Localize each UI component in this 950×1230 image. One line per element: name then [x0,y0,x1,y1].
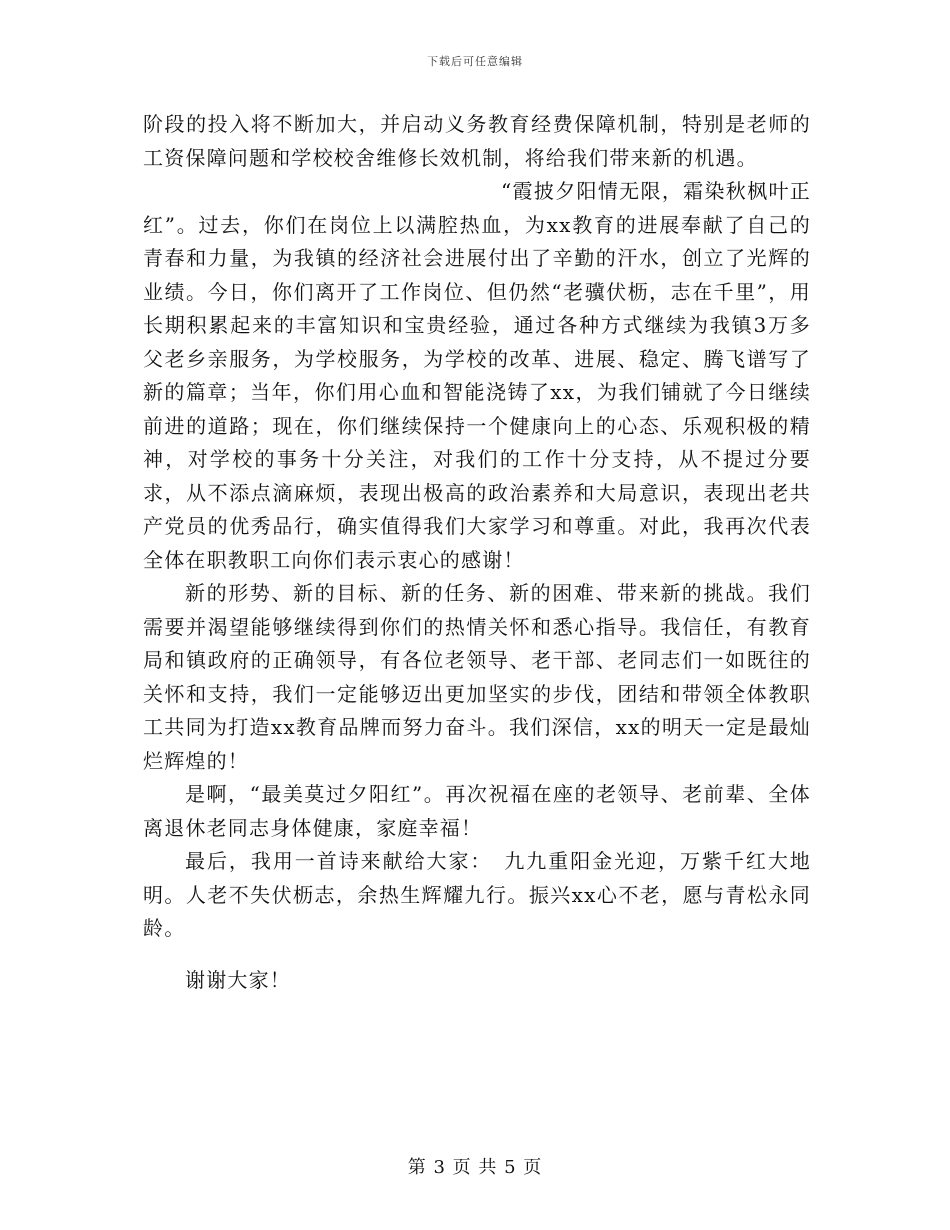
document-body [143,108,811,997]
page-number-footer: 第 3 页 共 5 页 [407,1157,543,1178]
page-header-note: 下载后可任意编辑 [427,55,523,68]
paragraph-poem: 最后，我用一首诗来献给大家： 九九重阳金光迎，万紫千红大地明。人老不失伏枥志，余热生辉耀九行。振兴xx心不老，愿与青松永同龄。 [143,849,811,940]
paragraph-blessing: 是啊，“最美莫过夕阳红”。再次祝福在座的老领导、老前辈、全体离退休老同志身体健康，家庭幸福！ [143,782,811,840]
paragraph-tribute: “霞披夕阳情无限，霜染秋枫叶正红”。过去，你们在岗位上以满腔热血，为xx教育的进展奉献了自己的青春和力量，为我镇的经济社会进展付出了辛勤的汗水，创立了光辉的业绩。今日，你们离开了工作岗位、但仍然“老骥伏枥，志在千里”，用长期积累起来的丰富知识和宝贵经验，通过各种方式继续为我镇3万多父老乡亲服务，为学校服务，为学校的改革、进展、稳定、腾飞谱写了新的篇章；当年，你们用心血和智能浇铸了xx，为我们铺就了今日继续前进的道路；现在，你们继续保持一个健康向上的心态、乐观积极的精神，对学校的事务十分关注，对我们的工作十分支持，从不提过分要求，从不添点滴麻烦，表现出极高的政治素养和大局意识，表现出老共产党员的优秀品行，确实值得我们大家学习和尊重。对此，我再次代表全体在职教职工向你们表示衷心的感谢！ [143,179,811,572]
paragraph-continuation: 阶段的投入将不断加大，并启动义务教育经费保障机制，特别是老师的工资保障问题和学校校舍维修长效机制，将给我们带来新的机遇。 [143,112,811,170]
paragraph-new-challenges: 新的形势、新的目标、新的任务、新的困难、带来新的挑战。我们需要并渴望能够继续得到你们的热情关怀和悉心指导。我信任，有教育局和镇政府的正确领导，有各位老领导、老干部、老同志们一如既往的关怀和支持，我们一定能够迈出更加坚实的步伐，团结和带领全体教职工共同为打造xx教育品牌而努力奋斗。我们深信，xx的明天一定是最灿烂辉煌的！ [143,581,811,773]
paragraph-thanks: 谢谢大家！ [185,967,291,992]
